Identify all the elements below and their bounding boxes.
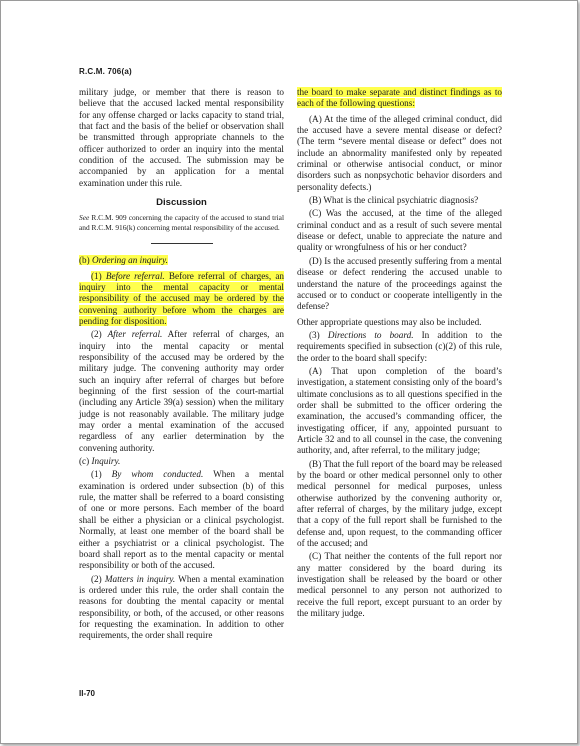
discussion-divider [151, 243, 213, 244]
section-b1-num: (1) [91, 270, 106, 281]
page-number: II-70 [79, 689, 96, 698]
section-c2-text: When a mental examination is ordered under this rule, the order shall contain the reasons for doubting the mental capacity or mental responsibility, or both, of the accused, or other reasons for requesting the examination. In addition to other requirements, the order shall require [79, 573, 285, 641]
section-b1-paragraph [79, 271, 284, 328]
left-column [79, 87, 284, 642]
section-b2-paragraph [79, 329, 284, 454]
section-b-label: (b) [79, 255, 93, 266]
intro-paragraph: military judge, or member that there is reason to believe that the accused lacked mental responsibility for any offense charged or lacks capacity to stand trial, that fact and the basis of the belief or observation shall be transmitted through appropriate channels to the officer authorized to order an inquiry into the mental condition of the accused. The submission may be accompanied by an application for a mental examination under this rule. [79, 87, 284, 188]
section-b2-text: After referral of charges, an inquiry into the mental capacity or mental responsibility of the accused may be ordered by the military judge. The convening authority may order such an inquiry after referral of charges but before beginning of the first session of the court-martial (including any Article 39(a) session) when the military judge is not reasonably available. The military judge may order a mental examination of the accused regardless of any earlier determination by the convening authority. [79, 329, 284, 453]
section-b2-title: After referral. [107, 329, 163, 340]
section-b2-num: (2) [91, 329, 108, 340]
discussion-text [79, 213, 284, 232]
other-questions: Other appropriate questions may also be included. [297, 316, 482, 327]
discussion-heading: Discussion [156, 197, 207, 209]
direction-c: (C) That neither the contents of the full report nor any matter considered by the board during its investigation shall be released by the board or other medical personnel to any person not authorized to receive the full report, except pursuant to an order by the military judge. [297, 551, 502, 619]
section-c1-paragraph [79, 469, 284, 571]
section-c3-title: Directions to board. [327, 329, 414, 340]
section-b1-title: Before referral. [105, 270, 165, 281]
discussion-body: R.C.M. 909 concerning the capacity of the accused to stand trial and R.C.M. 916(k) concerning mental responsibility of the accused. [79, 213, 284, 232]
section-c3-num: (3) [309, 329, 328, 340]
question-b: (B) What is the clinical psychiatric diagnosis? [309, 195, 479, 206]
section-b-title: Ordering an inquiry. [92, 255, 168, 266]
section-c2-num: (2) [91, 573, 105, 584]
section-c1-num: (1) [91, 469, 112, 480]
page-header: R.C.M. 706(a) [79, 67, 132, 76]
question-d: (D) Is the accused presently suffering from a mental disease or defect rendering the accused unable to understand the nature of the proceedings against the accused or to conduct or cooperate intelligently in the defense? [297, 255, 502, 312]
section-c3-text: In addition to the requirements specified in subsection (c)(2) of this rule, the order to the board shall specify: [297, 329, 503, 363]
direction-b: (B) That the full report of the board may be released by the board or other medical personnel only to other medical personnel for medical purposes, unless otherwise authorized by the convening authority or, after referral of charges, by the military judge, except that a copy of the full report shall be furnished to the defense and, upon request, to the commanding officer of the accused; and [297, 458, 502, 549]
section-c2-title: Matters in inquiry. [104, 573, 176, 584]
section-c3-paragraph [297, 330, 502, 364]
section-b-heading [79, 255, 284, 266]
section-b1-text: Before referral of charges, an inquiry into the mental capacity or mental responsibility of the accused may be ordered by the convening authority before whom the charges are pending for disposition. [79, 270, 284, 326]
question-c: (C) Was the accused, at the time of the alleged criminal conduct and as a result of such severe mental disease or defect, unable to appreciate the nature and quality or wrongfulness of his or her conduct? [297, 208, 502, 253]
question-a: (A) At the time of the alleged criminal conduct, did the accused have a severe mental disease or defect? (The term “severe mental disease or defect” does not include an abnormality manifested only by repeated criminal or otherwise antisocial conduct, or minor disorders such as nonpsychotic behavior disorders and personality defects.) [297, 113, 502, 192]
direction-a: (A) That upon completion of the board’s investigation, a statement consisting only of the board’s ultimate conclusions as to all questions specified in the order shall be submitted to the officer ordering the examination, the accused’s commanding officer, the investigating officer, if any, appointed pursuant to Article 32 and to all counsel in the case, the convening authority, and, after referral, to the military judge; [297, 365, 502, 456]
discussion-see: See [79, 213, 90, 223]
continued-paragraph [297, 87, 502, 110]
section-c-heading [79, 456, 284, 467]
section-c-label: (c) [79, 456, 92, 467]
section-c-title: Inquiry. [91, 456, 121, 467]
continued-highlight: the board to make separate and distinct findings as to each of the following questions: [297, 87, 502, 109]
right-column [297, 87, 502, 619]
section-c2-paragraph [79, 574, 284, 642]
section-c1-text: When a mental examination is ordered under subsection (b) of this rule, the matter shall be referred to a board consisting of one or more persons. Each member of the board shall be either a physician or a clinical psychologist. Normally, at least one member of the board shall be either a psychiatrist or a clinical psychologist. The board shall report as to the mental capacity or mental responsibility or both of the accused. [79, 469, 284, 571]
section-c1-title: By whom conducted. [111, 469, 204, 480]
